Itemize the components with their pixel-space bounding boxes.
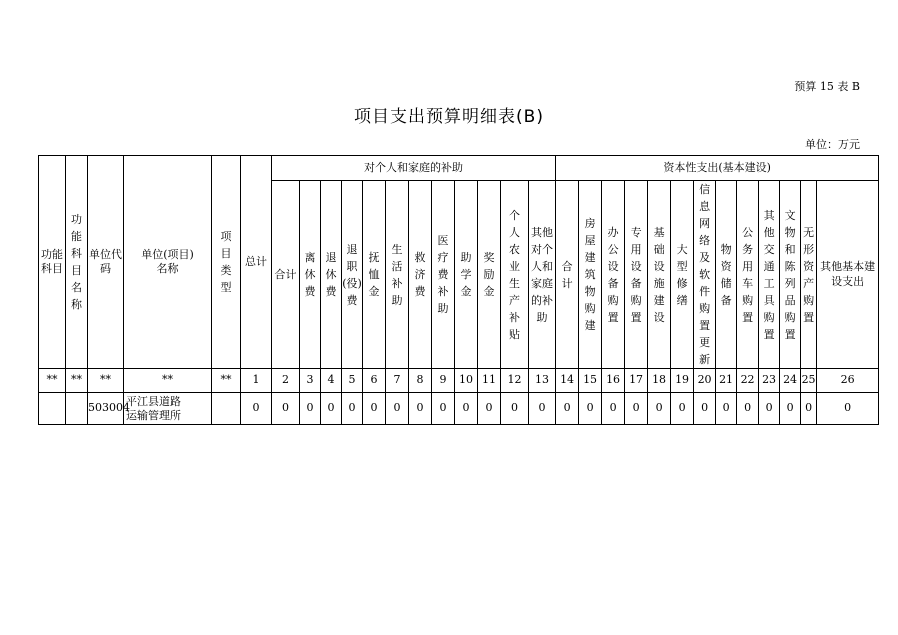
index-cell: 18 [648, 369, 671, 393]
index-cell: ** [212, 369, 241, 393]
header-personal-col: 医 疗 费 补 助 [432, 181, 455, 369]
index-cell: 26 [817, 369, 879, 393]
data-cell: 0 [817, 393, 879, 425]
index-cell: 22 [737, 369, 759, 393]
index-cell: 2 [272, 369, 300, 393]
data-cell: 0 [386, 393, 409, 425]
header-func-subject-name: 功 能 科 目 名 称 [66, 156, 88, 369]
data-cell: 0 [716, 393, 737, 425]
index-cell: ** [88, 369, 124, 393]
data-cell: 0 [556, 393, 579, 425]
data-cell [212, 393, 241, 425]
header-unit-code: 单位代 码 [88, 156, 124, 369]
header-personal-col: 助 学 金 [455, 181, 478, 369]
data-cell: 0 [780, 393, 801, 425]
index-cell: 6 [363, 369, 386, 393]
data-cell: 0 [801, 393, 817, 425]
data-cell [39, 393, 66, 425]
data-cell: 0 [648, 393, 671, 425]
index-cell: 19 [671, 369, 694, 393]
index-cell: 17 [625, 369, 648, 393]
header-personal-col: 奖 励 金 [478, 181, 501, 369]
form-number: 预算 15 表 B [794, 80, 860, 93]
data-cell: 0 [342, 393, 363, 425]
data-cell: 0 [501, 393, 529, 425]
header-unit-name: 单位(项目) 名称 [124, 156, 212, 369]
header-personal-col: 合计 [272, 181, 300, 369]
budget-table [38, 155, 879, 425]
header-func-subject: 功能 科目 [39, 156, 66, 369]
header-capital-col: 大 型 修 缮 [671, 181, 694, 369]
data-cell: 0 [409, 393, 432, 425]
header-capital-col: 房 屋 建 筑 物 购 建 [579, 181, 602, 369]
header-total: 总计 [241, 156, 272, 369]
unit-label: 单位：万元 [805, 138, 860, 151]
data-cell: 503004 [88, 393, 124, 425]
header-capital-col: 其 他 交 通 工 具 购 置 [759, 181, 780, 369]
index-cell: 25 [801, 369, 817, 393]
data-cell: 0 [529, 393, 556, 425]
index-cell: 21 [716, 369, 737, 393]
index-cell: 11 [478, 369, 501, 393]
data-cell: 0 [671, 393, 694, 425]
page-title: 项目支出预算明细表(B) [354, 107, 544, 127]
data-cell: 0 [300, 393, 321, 425]
header-capital-col: 专 用 设 备 购 置 [625, 181, 648, 369]
data-cell: 0 [694, 393, 716, 425]
header-group-capital: 资本性支出(基本建设) [556, 156, 879, 181]
header-group-personal: 对个人和家庭的补助 [272, 156, 556, 181]
header-personal-col: 其他 对个 人和 家庭 的补 助 [529, 181, 556, 369]
index-cell: 23 [759, 369, 780, 393]
index-cell: 7 [386, 369, 409, 393]
header-personal-col: 救 济 费 [409, 181, 432, 369]
header-capital-col: 信 息 网 络 及 软 件 购 置 更 新 [694, 181, 716, 369]
data-cell: 0 [602, 393, 625, 425]
header-personal-col: 离 休 费 [300, 181, 321, 369]
data-cell: 0 [625, 393, 648, 425]
index-cell: 10 [455, 369, 478, 393]
index-cell: 8 [409, 369, 432, 393]
index-cell: 1 [241, 369, 272, 393]
data-cell [66, 393, 88, 425]
data-cell: 0 [432, 393, 455, 425]
data-cell-unit-name: 平江县道路 运输管理所 [124, 393, 212, 425]
header-capital-col: 办 公 设 备 购 置 [602, 181, 625, 369]
header-project-type: 项 目 类 型 [212, 156, 241, 369]
header-capital-col: 基 础 设 施 建 设 [648, 181, 671, 369]
data-cell: 0 [737, 393, 759, 425]
data-cell: 0 [363, 393, 386, 425]
data-cell: 0 [241, 393, 272, 425]
index-cell: 5 [342, 369, 363, 393]
header-capital-col: 公 务 用 车 购 置 [737, 181, 759, 369]
header-capital-col: 无 形 资 产 购 置 [801, 181, 817, 369]
table-row [39, 393, 879, 425]
data-cell: 0 [579, 393, 602, 425]
header-personal-col: 个 人 农 业 生 产 补 贴 [501, 181, 529, 369]
header-capital-col: 合 计 [556, 181, 579, 369]
header-row-groups [39, 156, 879, 181]
data-cell: 0 [455, 393, 478, 425]
index-cell: ** [66, 369, 88, 393]
header-personal-col: 退 休 费 [321, 181, 342, 369]
header-capital-col: 文 物 和 陈 列 品 购 置 [780, 181, 801, 369]
index-cell: 14 [556, 369, 579, 393]
index-cell: 9 [432, 369, 455, 393]
index-cell: 24 [780, 369, 801, 393]
index-cell: 20 [694, 369, 716, 393]
index-cell: 16 [602, 369, 625, 393]
header-personal-col: 抚 恤 金 [363, 181, 386, 369]
index-cell: 15 [579, 369, 602, 393]
index-cell: 4 [321, 369, 342, 393]
index-row [39, 369, 879, 393]
data-cell: 0 [321, 393, 342, 425]
header-capital-col: 其他基本建 设支出 [817, 181, 879, 369]
index-cell: ** [39, 369, 66, 393]
header-personal-col: 退职 (役) 费 [342, 181, 363, 369]
data-cell: 0 [759, 393, 780, 425]
index-cell: ** [124, 369, 212, 393]
index-cell: 13 [529, 369, 556, 393]
data-cell: 0 [478, 393, 501, 425]
data-cell: 0 [272, 393, 300, 425]
header-personal-col: 生 活 补 助 [386, 181, 409, 369]
header-capital-col: 物 资 储 备 [716, 181, 737, 369]
index-cell: 3 [300, 369, 321, 393]
index-cell: 12 [501, 369, 529, 393]
